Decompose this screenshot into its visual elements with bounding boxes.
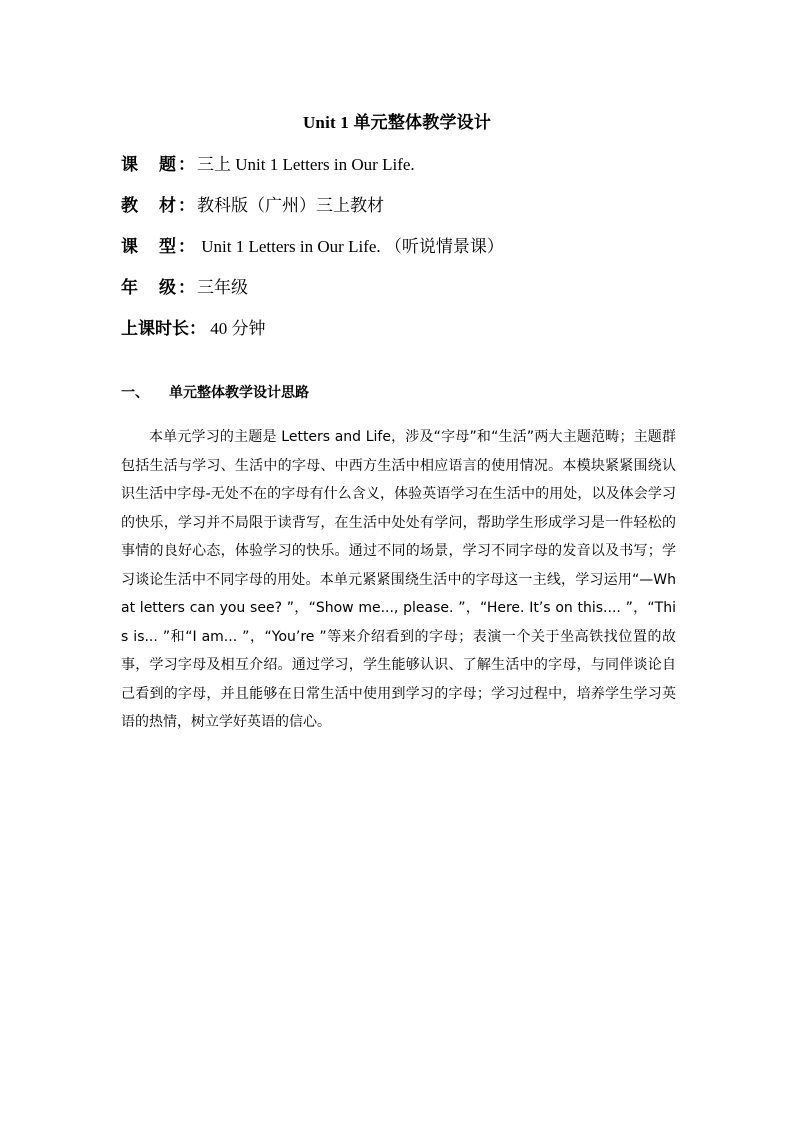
meta-value-textbook: 教科版（广州）三上教材 — [197, 196, 384, 215]
section-heading-text: 单元整体教学设计思路 — [169, 385, 309, 401]
meta-value-grade: 三年级 — [197, 278, 248, 297]
meta-row-textbook — [121, 191, 384, 216]
meta-label-lesson-type: 课 型： — [121, 237, 197, 257]
meta-row-grade — [121, 273, 248, 298]
meta-value-duration: 40 分钟 — [206, 319, 266, 338]
meta-label-textbook: 教 材： — [121, 196, 197, 216]
meta-label-duration: 上课时长： — [121, 319, 206, 339]
meta-value-lesson-type: Unit 1 Letters in Our Life. （听说情景课） — [197, 237, 504, 256]
section-paragraph: 本单元学习的主题是 Letters and Life，涉及“字母”和“生活”两大主题范畴；主题群包括生活与学习、生活中的字母、中西方生活中相应语言的使用情况。本模块紧紧围绕认识生活中字母-无处不在的字母有什么含义，体验英语学习在生活中的用处，以及体会学习的快乐，学习并不局限于读背写，在生活中处处有学问，帮助学生形成学习是一件轻松的事情的良好心态，体验学习的快乐。通过不同的场景，学习不同字母的发音以及书写；学习谈论生活中不同字母的用处。本单元紧紧围绕生活中的字母这一主线，学习运用“—What letters can you see? ”，“Show me..., please. ”，“Here. It’s on this.... ”，“This is... ”和“I am... ”，“You’re ”等来介绍看到的字母；表演一个关于坐高铁找位置的故事，学习字母及相互介绍。通过学习，学生能够认识、了解生活中的字母，与同伴谈论自己看到的字母，并且能够在日常生活中使用到学习的字母；学习过程中，培养学生学习英语的热情，树立学好英语的信心。 — [121, 429, 676, 730]
document-title: Unit 1 单元整体教学设计 — [302, 113, 492, 132]
meta-value-topic: 三上 Unit 1 Letters in Our Life. — [197, 155, 415, 174]
meta-label-topic: 课 题： — [121, 155, 197, 175]
meta-row-topic — [121, 150, 415, 175]
section-number: 一、 — [121, 385, 149, 401]
section-heading — [121, 382, 309, 402]
meta-row-lesson-type — [121, 232, 504, 257]
meta-row-duration — [121, 314, 266, 339]
meta-label-grade: 年 级： — [121, 278, 197, 298]
